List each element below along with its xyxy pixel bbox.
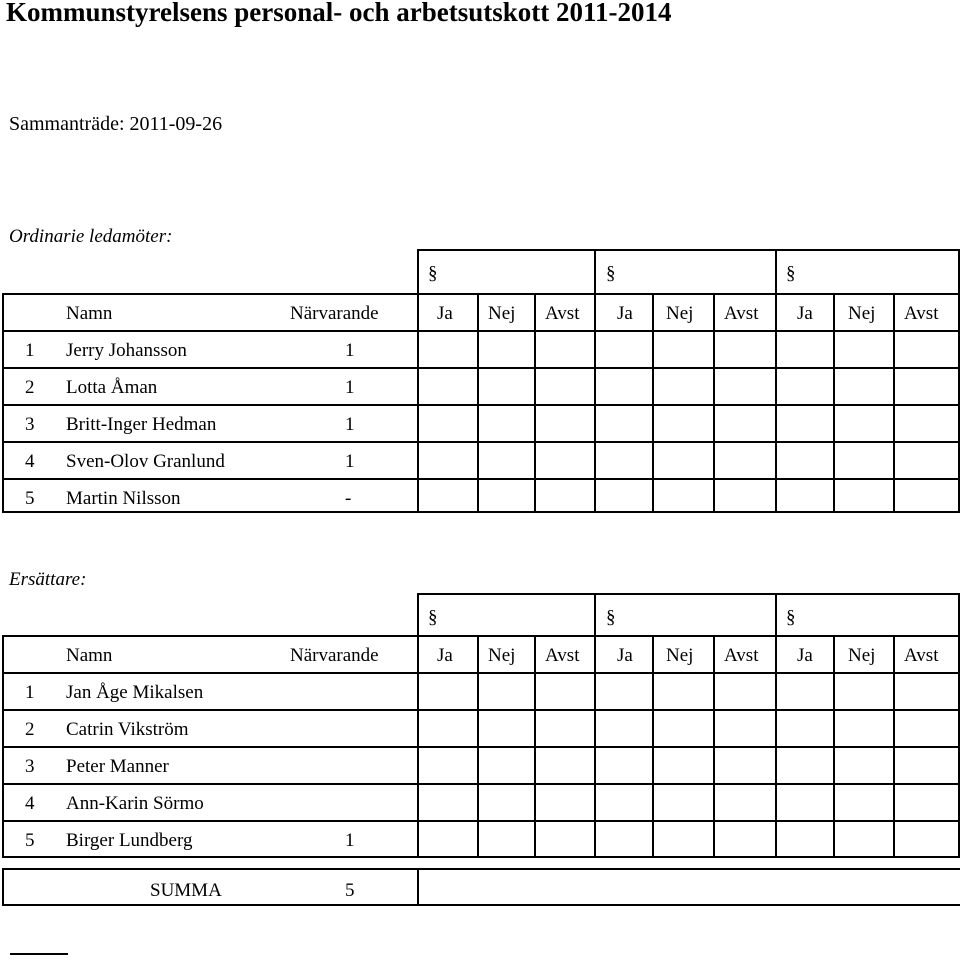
row-number: 1: [25, 340, 35, 361]
member-name: Martin Nilsson: [66, 488, 181, 509]
grid-line: [775, 293, 777, 512]
member-name: Peter Manner: [66, 756, 169, 777]
member-name: Catrin Vikström: [66, 719, 189, 740]
grid-line: [833, 635, 835, 857]
paragraph-mark: §: [606, 607, 616, 628]
grid-line: [2, 367, 960, 369]
grid-line: [775, 593, 777, 635]
grid-line: [477, 293, 479, 512]
paragraph-mark: §: [428, 263, 438, 284]
grid-line: [713, 635, 715, 857]
grid-line: [652, 635, 654, 857]
row-number: 2: [25, 377, 35, 398]
member-name: Lotta Åman: [66, 377, 158, 398]
attendance-value: 1: [345, 830, 355, 851]
row-number: 2: [25, 719, 35, 740]
grid-line: [594, 293, 596, 512]
grid-line: [2, 820, 960, 822]
row-number: 3: [25, 756, 35, 777]
row-number: 5: [25, 830, 35, 851]
member-name: Jerry Johansson: [66, 340, 187, 361]
meeting-date: Sammanträde: 2011-09-26: [9, 113, 223, 135]
grid-line: [893, 293, 895, 512]
column-header: Nej: [666, 645, 694, 666]
section-label-ersattare: Ersättare:: [9, 569, 87, 590]
column-header: Avst: [724, 645, 759, 666]
column-header: Avst: [724, 303, 759, 324]
column-header: Ja: [797, 645, 813, 666]
grid-line: [417, 593, 960, 595]
column-header: Ja: [797, 303, 813, 324]
column-header: Nej: [848, 645, 876, 666]
grid-line: [958, 293, 960, 512]
grid-line: [594, 249, 596, 293]
column-header: Nej: [488, 303, 516, 324]
column-header: Närvarande: [290, 303, 379, 324]
grid-line: [2, 441, 960, 443]
member-name: Jan Åge Mikalsen: [66, 682, 204, 703]
grid-line: [652, 293, 654, 512]
grid-line: [2, 783, 960, 785]
paragraph-mark: §: [606, 263, 616, 284]
document-title: Kommunstyrelsens personal- och arbetsutskott 2011-2014: [6, 0, 672, 27]
attendance-value: 1: [345, 377, 355, 398]
member-name: Sven-Olov Granlund: [66, 451, 225, 472]
grid-line: [534, 635, 536, 857]
grid-line: [594, 635, 596, 857]
attendance-value: 1: [345, 451, 355, 472]
grid-line: [893, 635, 895, 857]
paragraph-mark: §: [428, 607, 438, 628]
grid-line: [417, 593, 419, 635]
member-name: Britt-Inger Hedman: [66, 414, 217, 435]
signature-line: [10, 953, 68, 955]
row-number: 3: [25, 414, 35, 435]
grid-line: [2, 330, 960, 332]
row-number: 5: [25, 488, 35, 509]
row-number: 4: [25, 793, 35, 814]
grid-line: [958, 249, 960, 293]
grid-line: [2, 746, 960, 748]
grid-line: [477, 635, 479, 857]
column-header: Nej: [488, 645, 516, 666]
grid-line: [2, 709, 960, 711]
grid-line: [713, 293, 715, 512]
grid-line: [2, 856, 960, 858]
row-number: 4: [25, 451, 35, 472]
attendance-value: 1: [345, 414, 355, 435]
column-header: Namn: [66, 645, 113, 666]
grid-line: [417, 635, 419, 857]
grid-line: [775, 249, 777, 293]
column-header: Avst: [904, 645, 939, 666]
summary-value: 5: [345, 880, 355, 901]
grid-line: [958, 635, 960, 857]
summary-border-bottom: [2, 904, 960, 906]
column-header: Ja: [437, 303, 453, 324]
column-header: Nej: [848, 303, 876, 324]
grid-line: [2, 635, 4, 857]
column-header: Avst: [545, 645, 580, 666]
row-number: 1: [25, 682, 35, 703]
grid-line: [2, 293, 4, 512]
grid-line: [2, 478, 960, 480]
column-header: Avst: [904, 303, 939, 324]
paragraph-mark: §: [786, 263, 796, 284]
attendance-value: -: [345, 488, 352, 509]
grid-line: [417, 249, 960, 251]
grid-line: [833, 293, 835, 512]
column-header: Avst: [545, 303, 580, 324]
member-name: Birger Lundberg: [66, 830, 193, 851]
grid-line: [2, 635, 960, 637]
member-name: Ann-Karin Sörmo: [66, 793, 204, 814]
paragraph-mark: §: [786, 607, 796, 628]
grid-line: [2, 672, 960, 674]
column-header: Nej: [666, 303, 694, 324]
grid-line: [417, 293, 419, 512]
grid-line: [594, 593, 596, 635]
summary-border-top: [2, 868, 960, 870]
grid-line: [775, 635, 777, 857]
column-header: Ja: [617, 645, 633, 666]
grid-line: [534, 293, 536, 512]
section-label-ordinarie: Ordinarie ledamöter:: [9, 226, 173, 247]
summary-label: SUMMA: [150, 880, 222, 901]
grid-line: [417, 249, 419, 293]
grid-line: [2, 511, 960, 513]
column-header: Ja: [437, 645, 453, 666]
summary-border-left: [2, 868, 4, 906]
grid-line: [2, 293, 960, 295]
summary-divider: [417, 868, 419, 906]
grid-line: [958, 593, 960, 635]
grid-line: [2, 404, 960, 406]
attendance-value: 1: [345, 340, 355, 361]
column-header: Ja: [617, 303, 633, 324]
column-header: Närvarande: [290, 645, 379, 666]
column-header: Namn: [66, 303, 113, 324]
